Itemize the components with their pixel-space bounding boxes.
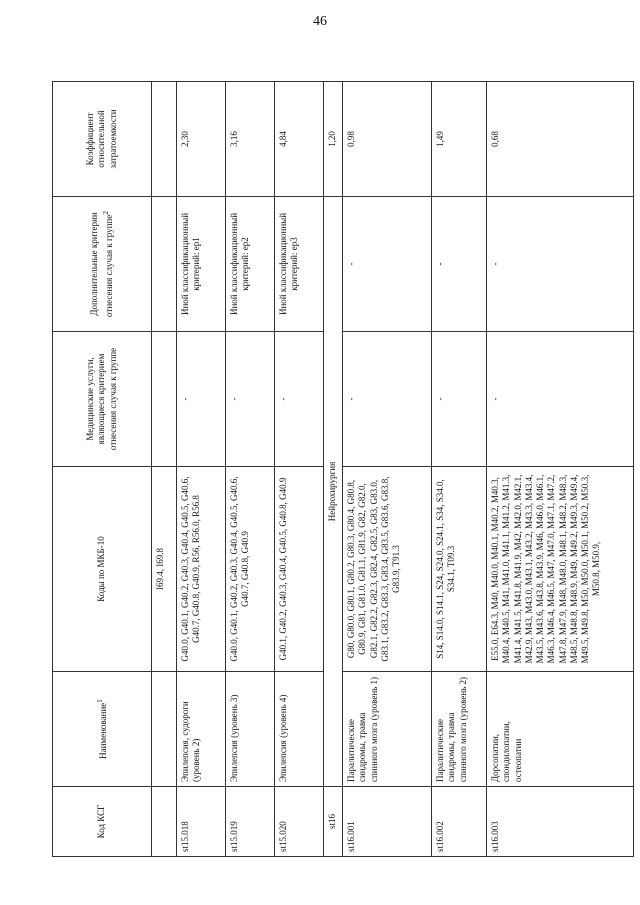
name-cell: Эпилепсия, судороги (уровень 2) bbox=[177, 672, 226, 787]
coef-cell: 2,30 bbox=[177, 82, 226, 197]
ksg-table bbox=[52, 81, 634, 857]
criteria-cell: Иной классификационный критерий: ep3 bbox=[275, 197, 324, 332]
coef-cell: 1,49 bbox=[432, 82, 487, 197]
services-cell: - bbox=[226, 332, 275, 467]
table-row bbox=[177, 82, 226, 857]
criteria-cell: Иной классификационный критерий: ep2 bbox=[226, 197, 275, 332]
coef-cell: 0,98 bbox=[343, 82, 432, 197]
table-row bbox=[152, 82, 177, 857]
criteria-cell: - bbox=[343, 197, 432, 332]
name-cell: Дорсопатии, спондилопатии, остеопатии bbox=[487, 672, 634, 787]
coef-cell: 3,16 bbox=[226, 82, 275, 197]
code-cell: st15.019 bbox=[226, 787, 275, 857]
section-code: st16 bbox=[324, 787, 343, 857]
header-icd: Коды по МКБ-10 bbox=[53, 467, 152, 672]
table-header-row bbox=[53, 82, 152, 857]
code-cell: st16.002 bbox=[432, 787, 487, 857]
table-row bbox=[432, 82, 487, 857]
code-cell: st16.001 bbox=[343, 787, 432, 857]
name-cell: Паралитические синдромы, травма спинного мозга (уровень 2) bbox=[432, 672, 487, 787]
header-services: Медицинские услуги, являющиеся критерием отнесения случая к группе bbox=[53, 332, 152, 467]
icd-cell: E55.0, E64.3, M40, M40.0, M40.1, M40.2, M40.3, M40.4, M40.5, M41, M41.0, M41.1, M41.2, M41.3, M41.4, M41.5, M41.8, M41.9, M42, M42.0, M42.1, M42.9, M43, M43.0, M43.1, M43.2, M43.3, M43.4, M43.5, M43.6, M43.8, M43.9, M46, M46.0, M46.1, M46.3, M46.4, M46.5, M47, M47.0, M47.1, M47.2, M47.8, M47.9, M48, M48.0, M48.1, M48.2, M48.3, M48.5, M48.8, M48.9, M49, M49.2, M49.3, M49.4, M49.5, M49.8, M50, M50.0, M50.1, M50.2, M50.3, M50.8, M50.9, bbox=[487, 467, 634, 672]
header-code: Код КСГ bbox=[53, 787, 152, 857]
header-criteria: Дополнительные критерии отнесения случая к группе$^2$ bbox=[53, 197, 152, 332]
section-coef: 1,20 bbox=[324, 82, 343, 197]
page-number: 46 bbox=[313, 14, 327, 29]
coef-cell: 4,84 bbox=[275, 82, 324, 197]
name-cell: Эпилепсия (уровень 4) bbox=[275, 672, 324, 787]
services-cell: - bbox=[177, 332, 226, 467]
code-cell: st15.020 bbox=[275, 787, 324, 857]
rotated-table-sheet bbox=[52, 82, 612, 857]
header-name: Наименование$^1$ bbox=[53, 672, 152, 787]
header-coef: Коэффициент относительной затратоемкости bbox=[53, 82, 152, 197]
coef-cell: 0,68 bbox=[487, 82, 634, 197]
table-row bbox=[487, 82, 634, 857]
criteria-cell: Иной классификационный критерий: ep1 bbox=[177, 197, 226, 332]
criteria-cell: - bbox=[432, 197, 487, 332]
code-cell: st15.018 bbox=[177, 787, 226, 857]
table-row bbox=[226, 82, 275, 857]
icd-cell: S14, S14.0, S14.1, S24, S24.0, S24.1, S34, S34.0, S34.1, T09.3 bbox=[432, 467, 487, 672]
code-cell: st16.003 bbox=[487, 787, 634, 857]
name-cell: Эпилепсия (уровень 3) bbox=[226, 672, 275, 787]
services-cell: - bbox=[275, 332, 324, 467]
section-row bbox=[324, 82, 343, 857]
name-cell: Паралитические синдромы, травма спинного мозга (уровень 1) bbox=[343, 672, 432, 787]
icd-cell: G80, G80.0, G80.1, G80.2, G80.3, G80.4, G80.8, G80.9, G81, G81.0, G81.1, G81.9, G82, G82.0, G82.1, G82.2, G82.3, G82.4, G82.5, G83, G83.0, G83.1, G83.2, G83.3, G83.4, G83.5, G83.6, G83.8, G83.9, T91.3 bbox=[343, 467, 432, 672]
services-cell: - bbox=[343, 332, 432, 467]
icd-cell: G40.0, G40.1, G40.2, G40.3, G40.4, G40.5, G40.6, G40.7, G40.8, G40.9 bbox=[226, 467, 275, 672]
table-row bbox=[343, 82, 432, 857]
section-title: Нейрохирургия bbox=[324, 197, 343, 787]
criteria-cell: - bbox=[487, 197, 634, 332]
services-cell: - bbox=[432, 332, 487, 467]
services-cell: - bbox=[487, 332, 634, 467]
table-row bbox=[275, 82, 324, 857]
icd-cell: G40.0, G40.1, G40.2, G40.3, G40.4, G40.5, G40.6, G40.7, G40.8, G40.9, R56, R56.0, R56.8 bbox=[177, 467, 226, 672]
icd-cell: I69.4, I69.8 bbox=[152, 467, 177, 672]
icd-cell: G40.1, G40.2, G40.3, G40.4, G40.5, G40.8, G40.9 bbox=[275, 467, 324, 672]
